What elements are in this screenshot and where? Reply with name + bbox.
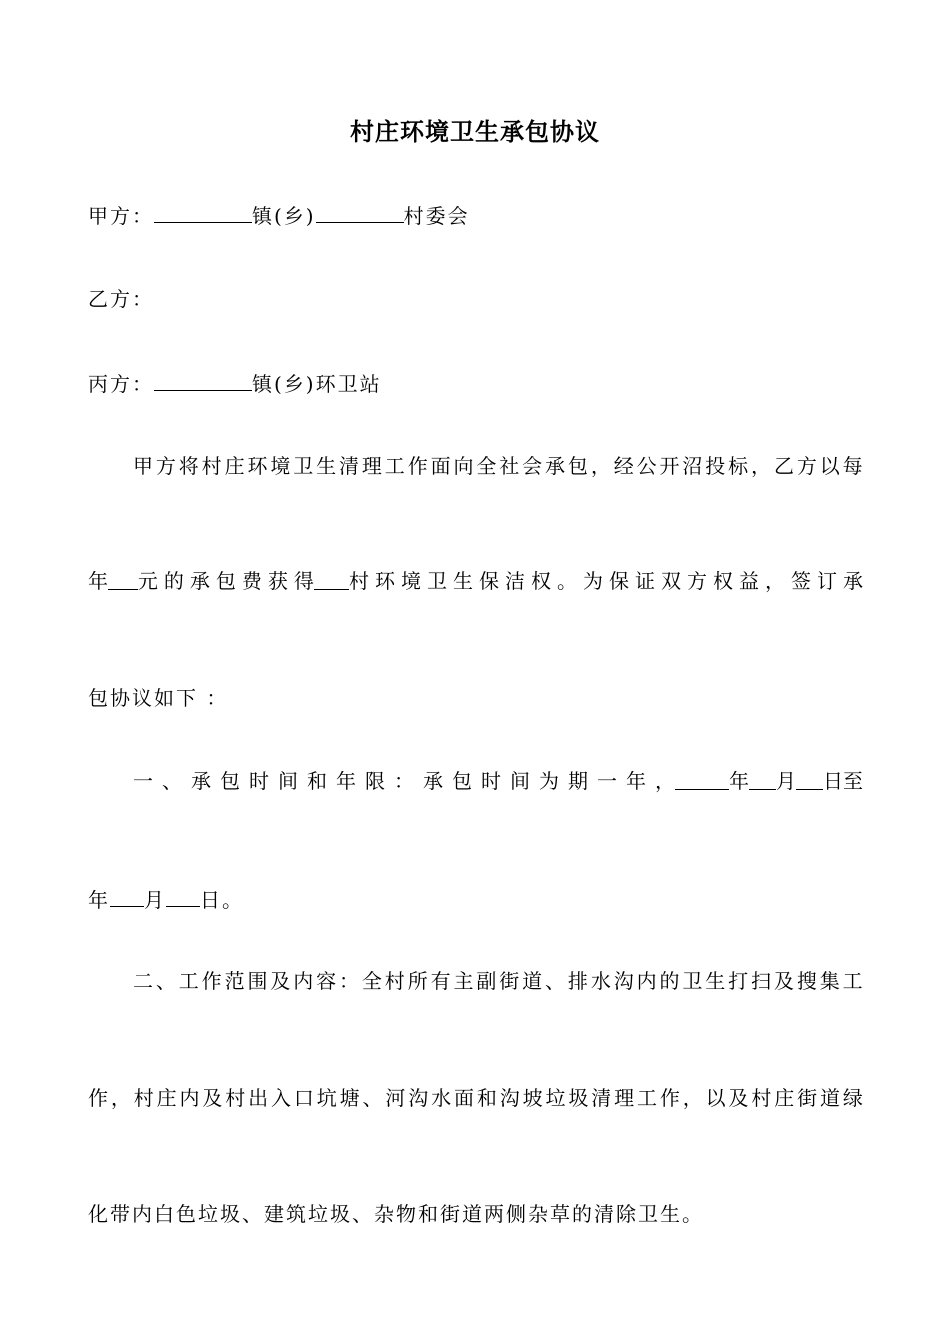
intro-line-3-text: 包协议如下 ： — [88, 686, 229, 710]
end-month-blank — [110, 884, 144, 907]
start-month-char: 月 — [776, 769, 796, 793]
clause-2-line-1-text: 二 、 工 作 范 围 及 内 容 ： 全 村 所 有 主 副 街 道 、 排 水 沟 内 的 卫 生 打 扫 及 搜 集 工 — [133, 969, 863, 993]
intro-line-1-text: 甲 方 将 村 庄 环 境 卫 生 清 理 工 作 面 向 全 社 会 承 包 ， 经 公 开 沼 投 标 ， 乙 方 以 每 — [133, 454, 863, 478]
end-day-blank — [166, 884, 200, 907]
start-month-blank — [749, 767, 776, 790]
clause-2-line-2-text: 作 ， 村 庄 内 及 村 出 入 口 坑 塘 、 河 沟 水 面 和 沟 坡 垃 圾 清 理 工 作 ， 以 及 村 庄 街 道 绿 — [88, 1086, 863, 1110]
intro-fee-text: 元 的 承 包 费 获 得 — [137, 569, 314, 593]
party-c-label: 丙方： — [88, 372, 154, 396]
start-year-char: 年 — [729, 769, 749, 793]
village-blank — [314, 567, 349, 590]
party-b-line — [88, 285, 863, 313]
party-b-label: 乙方： — [88, 287, 154, 311]
document-title: 村庄环境卫生承包协议 — [350, 117, 600, 146]
clause-2-line-2 — [88, 1084, 863, 1112]
clause-1-text: 一 、 承 包 时 间 和 年 限 ： 承 包 时 间 为 期 一 年 ， — [133, 769, 675, 793]
end-year-char: 年 — [88, 888, 110, 912]
intro-line-3 — [88, 684, 863, 712]
party-a-town-blank — [154, 200, 252, 223]
party-a-label: 甲方： — [88, 204, 154, 228]
clause-2-line-3-text: 化带内白色垃圾、建筑垃圾、杂物和街道两侧杂草的清除卫生。 — [88, 1202, 704, 1226]
party-c-town-blank — [154, 368, 252, 391]
intro-line-1 — [133, 452, 863, 480]
party-a-village-suffix: 村委会 — [403, 204, 470, 228]
start-year-blank — [675, 767, 729, 790]
intro-year-char: 年 — [88, 569, 108, 593]
party-a-village-blank — [316, 200, 404, 223]
clause-2-line-3 — [88, 1200, 863, 1228]
party-c-line — [88, 368, 863, 398]
intro-line-2 — [88, 567, 863, 595]
end-month-char: 月 — [144, 888, 166, 912]
party-a-town-suffix: 镇(乡) — [252, 204, 316, 228]
start-day-blank — [796, 767, 823, 790]
party-c-suffix: 镇(乡)环卫站 — [252, 372, 382, 396]
fee-blank — [108, 567, 138, 590]
clause-2-line-1 — [133, 967, 863, 995]
party-a-line — [88, 200, 863, 230]
clause-1-line-1 — [133, 767, 863, 795]
end-day-char: 日。 — [200, 888, 244, 912]
intro-line-2-row — [88, 567, 863, 595]
clause-1-row — [133, 767, 863, 795]
clause-1-line-2 — [88, 884, 863, 914]
start-day-to: 日至 — [823, 769, 863, 793]
intro-right-text: 村 环 境 卫 生 保 洁 权 。 为 保 证 双 方 权 益 ， 签 订 承 — [349, 569, 863, 593]
